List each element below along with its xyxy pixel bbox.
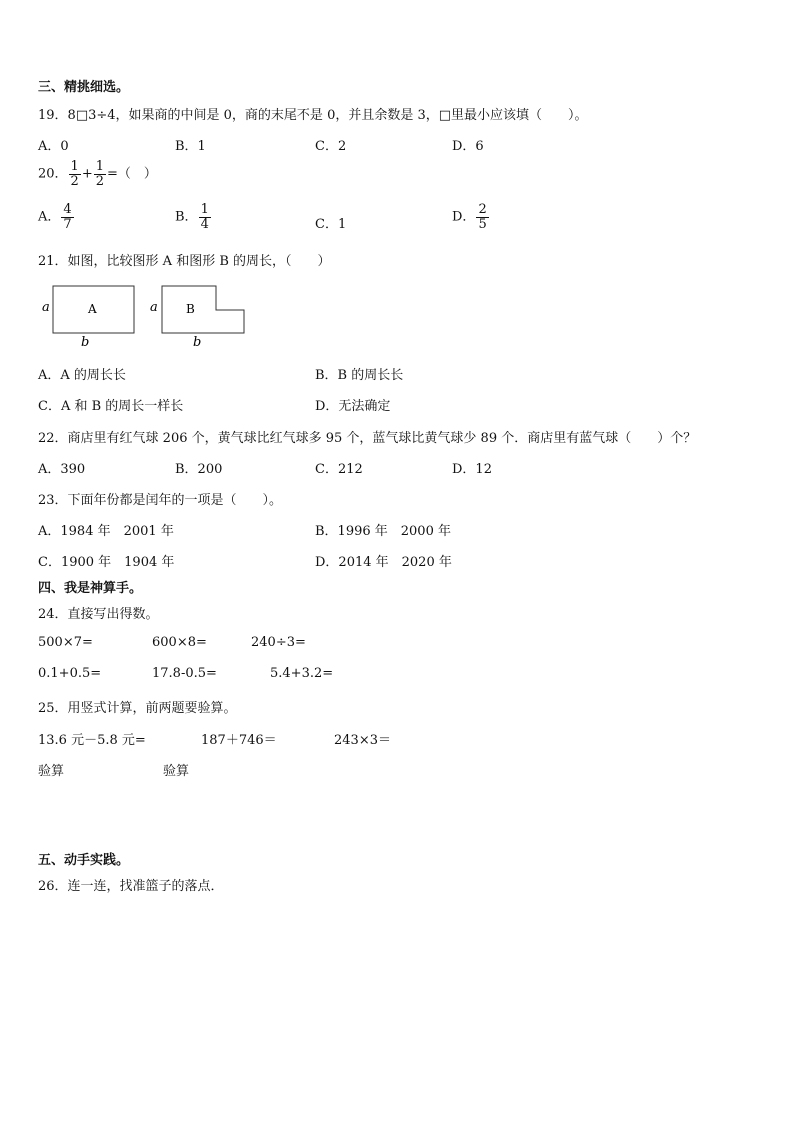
q22-option-c: C．212 [315, 462, 363, 477]
question-25-text: 25．用竖式计算，前两题要验算。 [38, 701, 237, 716]
q20-option-c: C．1 [315, 217, 347, 232]
q20-option-d: D． $\frac{2}{5}$ [452, 202, 487, 232]
section-5-title: 五、动手实践。 [38, 853, 130, 868]
q25-check-label-2: 验算 [163, 764, 190, 779]
q20-number: 20． [38, 166, 68, 182]
q21-option-a: A．A 的周长长 [38, 368, 126, 383]
q21-option-c: C．A 和 B 的周长一样长 [38, 399, 184, 414]
shape-b-label: B [186, 302, 195, 316]
q25-item-1: 13.6 元－5.8 元= [38, 733, 146, 748]
q21-option-b: B．B 的周长长 [315, 368, 404, 383]
q21-figure [38, 282, 253, 352]
q20-operator: + [81, 166, 93, 182]
q24-item-6: 5.4+3.2= [270, 666, 334, 681]
q22-option-d: D．12 [452, 462, 492, 477]
question-26-text: 26．连一连，找准篮子的落点． [38, 879, 224, 894]
q19-option-c: C．2 [315, 139, 347, 154]
q19-option-b: B．1 [175, 139, 206, 154]
shape-b-polygon [162, 286, 244, 333]
question-19-text: 19．8□3÷4，如果商的中间是 0，商的末尾不是 0，并且余数是 3，□里最小应该填（ ）。 [38, 108, 588, 123]
figure-a-side-label-b: b [81, 335, 90, 350]
shape-a-label: A [88, 302, 97, 316]
question-20 [38, 160, 157, 188]
q23-option-d: D．2014 年 2020 年 [315, 555, 452, 570]
figure-b-side-label-b: b [193, 335, 202, 350]
figure-b-side-label-a: a [150, 300, 158, 315]
question-24-text: 24．直接写出得数。 [38, 607, 159, 622]
question-21-text: 21．如图，比较图形 A 和图形 B 的周长，（ ） [38, 254, 331, 269]
q25-check-label-1: 验算 [38, 764, 65, 779]
q20-option-a: A． $\frac{4}{7}$ [38, 202, 72, 232]
section-3-title: 三、精挑细选。 [38, 80, 130, 95]
q22-option-a: A．390 [38, 462, 86, 477]
q23-option-a: A．1984 年 2001 年 [38, 524, 174, 539]
q24-item-5: 17.8-0.5= [152, 666, 217, 681]
question-23-text: 23．下面年份都是闰年的一项是（ ）。 [38, 493, 283, 508]
q20-option-b: B． $\frac{1}{4}$ [175, 202, 209, 232]
q19-option-d: D．6 [452, 139, 484, 154]
q22-option-b: B．200 [175, 462, 223, 477]
figure-a-side-label-a: a [42, 300, 50, 315]
q24-item-1: 500×7= [38, 635, 93, 650]
q20-tail: =（ ） [107, 166, 157, 182]
q20-fraction-b: $\frac{1}{2}$ [95, 159, 105, 189]
q19-option-a: A．0 [38, 139, 69, 154]
q25-item-2: 187＋746＝ [201, 733, 277, 748]
q24-item-4: 0.1+0.5= [38, 666, 102, 681]
q20-fraction-a: $\frac{1}{2}$ [70, 159, 79, 189]
q24-item-2: 600×8= [152, 635, 207, 650]
q23-option-c: C．1900 年 1904 年 [38, 555, 175, 570]
q25-item-3: 243×3＝ [334, 733, 391, 748]
question-22-text: 22．商店里有红气球 206 个，黄气球比红气球多 95 个，蓝气球比黄气球少 89 个．商店里有蓝气球（ ）个？ [38, 431, 697, 446]
q24-item-3: 240÷3= [251, 635, 306, 650]
q21-option-d: D．无法确定 [315, 399, 391, 414]
q23-option-b: B．1996 年 2000 年 [315, 524, 451, 539]
section-4-title: 四、我是神算手。 [38, 581, 143, 596]
